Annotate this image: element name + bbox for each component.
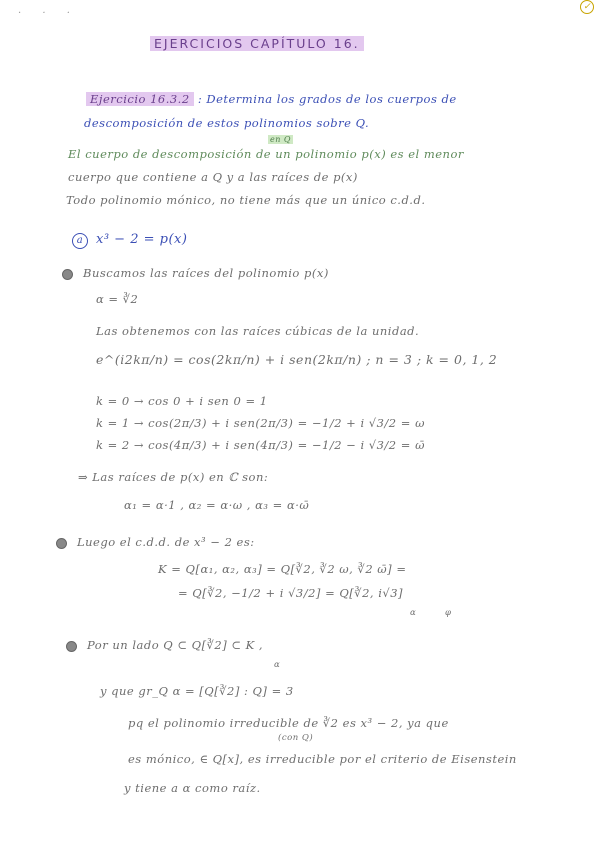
page-title: EJERCICIOS CAPÍTULO 16. [150, 36, 364, 51]
definition-line-2: cuerpo que contiene a Q y a las raíces de p(x) [68, 170, 358, 184]
bullet-icon [56, 538, 67, 549]
reason-line-3: y tiene a α como raíz. [124, 781, 261, 795]
por-un-lado-text: Por un lado Q ⊂ Q[∛2] ⊂ K , [87, 638, 264, 652]
definition-insert: en Q [270, 135, 291, 144]
k-line-2: = Q[∛2, −1/2 + i √3/2] = Q[∛2, i√3] [178, 586, 404, 600]
k1-line: k = 1 → cos(2π/3) + i sen(2π/3) = −1/2 + i √3/2 = ω [96, 416, 425, 430]
bullet-icon [62, 269, 73, 280]
part-a-label: a [72, 233, 88, 249]
luego-line [56, 535, 255, 549]
definition-line-3: Todo polinomio mónico, no tiene más que un único c.d.d. [66, 193, 426, 207]
check-mark-icon: ✓ [580, 0, 594, 14]
exercise-header [86, 92, 457, 106]
exercise-statement-1: : Determina los grados de los cuerpos de [197, 92, 457, 106]
reason-line-1: pq el polinomio irreducible de ∛2 es x³ − 2, ya que [128, 716, 449, 730]
alpha-equal-label: α [274, 660, 281, 670]
exercise-label: Ejercicio 16.3.2 [86, 92, 194, 106]
k-line-1: K = Q[α₁, α₂, α₃] = Q[∛2, ∛2 ω, ∛2 ω̄] = [158, 562, 407, 576]
step-1 [62, 266, 329, 280]
bullet-icon [66, 641, 77, 652]
exercise-statement-2: descomposición de estos polinomios sobre Q. [84, 116, 370, 130]
euler-formula: e^(i2kπ/n) = cos(2kπ/n) + i sen(2kπ/n) ; n = 3 ; k = 0, 1, 2 [96, 352, 498, 367]
part-a-header [72, 232, 187, 249]
reason-line-2: es mónico, ∈ Q[x], es irreducible por el criterio de Eisenstein [128, 752, 517, 766]
k0-line: k = 0 → cos 0 + i sen 0 = 1 [96, 394, 268, 408]
brace-label-phi: φ [445, 608, 452, 618]
reason-con-q: (con Q) [278, 733, 314, 743]
roots-of-unity-note: Las obtenemos con las raíces cúbicas de la unidad. [96, 324, 420, 338]
step-text: Buscamos las raíces del polinomio p(x) [83, 266, 329, 280]
roots-conclusion: ⇒ Las raíces de p(x) en ℂ son: [78, 470, 269, 484]
brace-label-alpha: α [410, 608, 417, 618]
k2-line: k = 2 → cos(4π/3) + i sen(4π/3) = −1/2 − i √3/2 = ω̄ [96, 438, 425, 452]
roots-list: α₁ = α·1 , α₂ = α·ω , α₃ = α·ω̄ [124, 498, 310, 512]
scan-marks: · · · [18, 8, 79, 19]
degree-line: y que gr_Q α = [Q[∛2] : Q] = 3 [100, 684, 294, 698]
por-un-lado-line [66, 638, 263, 652]
definition-line-1: El cuerpo de descomposición de un polinomio p(x) es el menor [68, 147, 464, 161]
alpha-def: α = ∛2 [96, 292, 139, 306]
part-a-polynomial: x³ − 2 = p(x) [96, 232, 188, 247]
luego-text: Luego el c.d.d. de x³ − 2 es: [77, 535, 255, 549]
